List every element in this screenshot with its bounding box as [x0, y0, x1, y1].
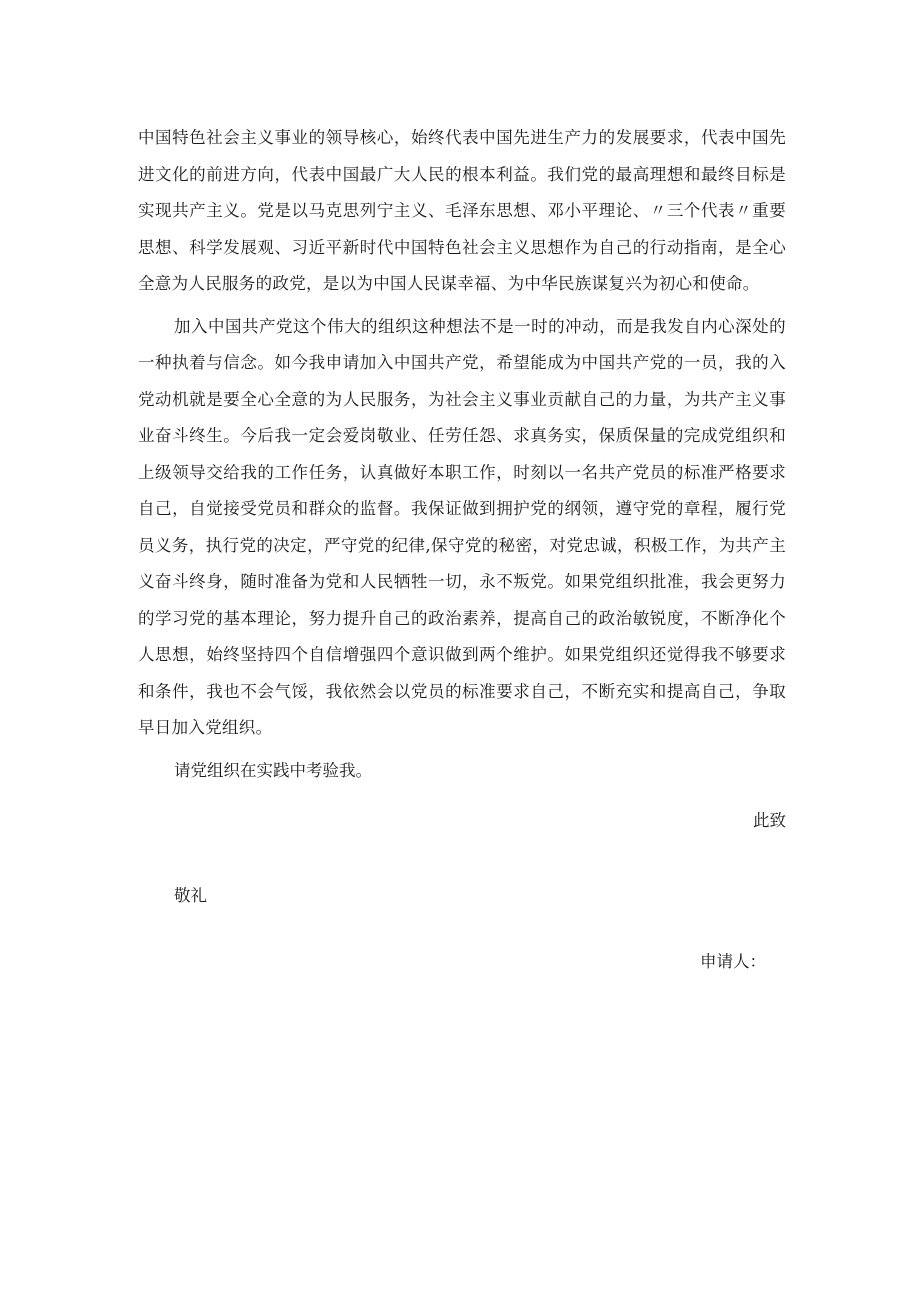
- letter-body: [138, 120, 786, 981]
- applicant-signature-label: 申请人：: [700, 952, 766, 971]
- paragraph-request: 请党组织在实践中考验我。: [174, 760, 372, 780]
- paragraph-party-nature: 中国特色社会主义事业的领导核心，始终代表中国先进生产力的发展要求，代表中国先进文化的前进方向，代表中国最广大人民的根本利益。我们党的最高理想和最终目标是实现共产主义。党是以马克思列宁主义、毛泽东思想、邓小平理论、〃三个代表〃重要思想、科学发展观、习近平新时代中国特色社会主义思想作为自己的行动指南，是全心全意为人民服务的政党，是以为中国人民谋幸福、为中华民族谋复兴为初心和使命。: [138, 128, 786, 293]
- paragraph-motivation: 加入中国共产党这个伟大的组织这种想法不是一时的冲动，而是我发自内心深处的一种执着与信念。如今我申请加入中国共产党，希望能成为中国共产党的一员，我的入党动机就是要全心全意的为人民服务，为社会主义事业贡献自己的力量，为共产主义事业奋斗终生。今后我一定会爱岗敬业、任劳任怨、求真务实，保质保量的完成党组织和上级领导交给我的工作任务，认真做好本职工作，时刻以一名共产党员的标准严格要求自己，自觉接受党员和群众的监督。我保证做到拥护党的纲领，遵守党的章程，履行党员义务，执行党的决定，严守党的纪律,保守党的秘密，对党忠诚，积极工作，为共产主义奋斗终身，随时准备为党和人民牺牲一切，永不叛党。如果党组织批准，我会更努力的学习党的基本理论，努力提升自己的政治素养，提高自己的政治敏锐度，不断净化个人思想，始终坚持四个自信增强四个意识做到两个维护。如果党组织还觉得我不够要求和条件，我也不会气馁，我依然会以党员的标准要求自己，不断充实和提高自己，争取早日加入党组织。: [138, 316, 786, 737]
- salutation: 敬礼: [174, 885, 207, 905]
- closing-phrase: 此致: [753, 811, 786, 830]
